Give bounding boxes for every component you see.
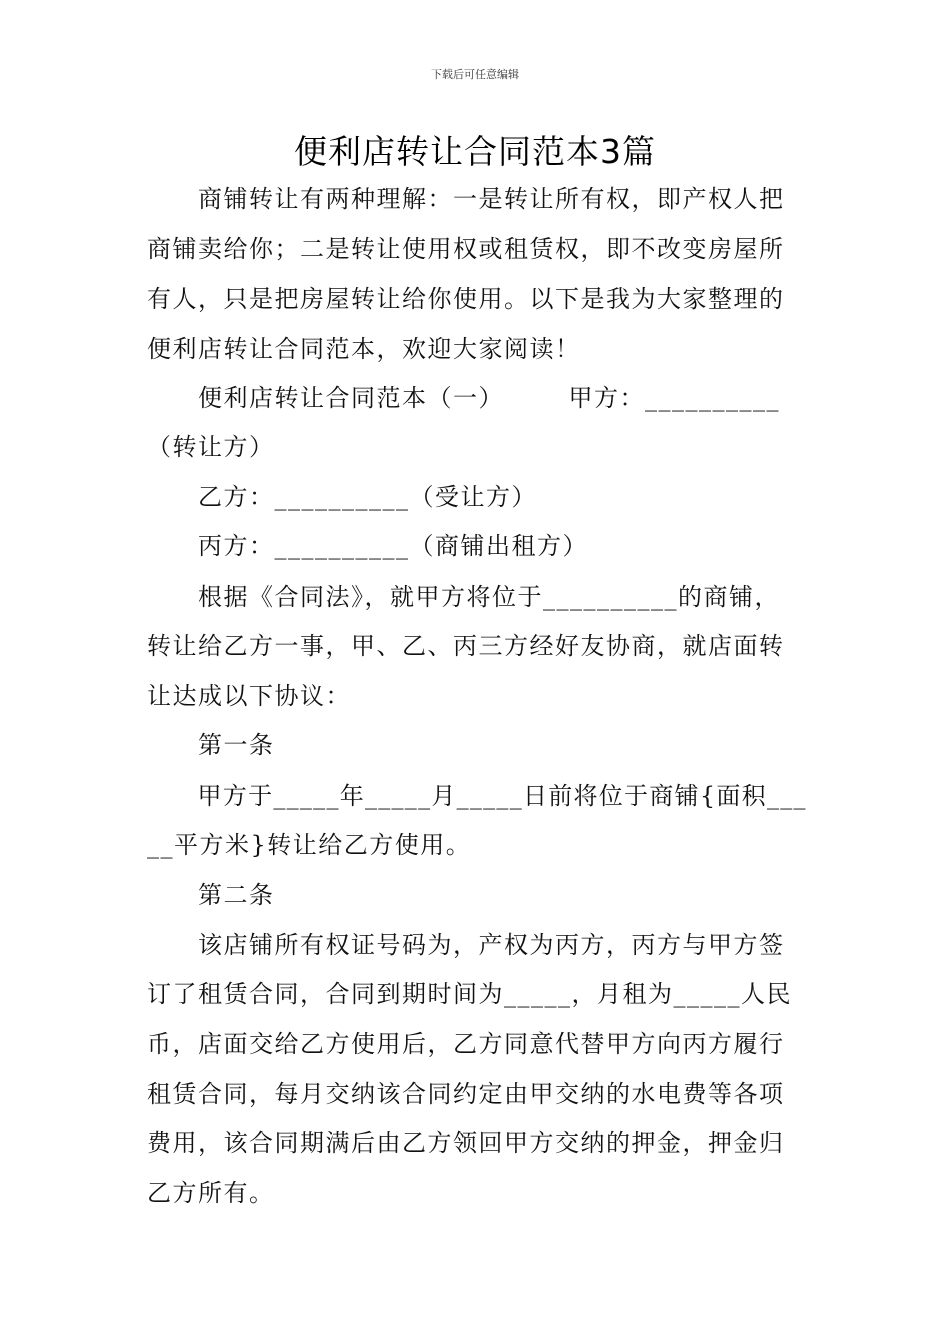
body-line: 费用，该合同期满后由乙方领回甲方交纳的押金，押金归 xyxy=(147,1129,785,1157)
section-heading: 第二条 xyxy=(147,881,275,909)
body-line: 租赁合同，每月交纳该合同约定由甲交纳的水电费等各项 xyxy=(147,1080,785,1108)
body-line: 商铺转让有两种理解：一是转让所有权，即产权人把 xyxy=(147,185,785,213)
body-line: 币，店面交给乙方使用后，乙方同意代替甲方向丙方履行 xyxy=(147,1030,785,1058)
body-line: 商铺卖给你；二是转让使用权或租赁权，即不改变房屋所 xyxy=(147,235,785,263)
section-heading: 第一条 xyxy=(147,731,275,759)
body-line: 乙方所有。 xyxy=(147,1179,275,1207)
body-line: 根据《合同法》，就甲方将位于__________的商铺， xyxy=(147,583,780,611)
body-line: 甲方于_____年_____月_____日前将位于商铺{面积___ xyxy=(147,782,807,810)
body-line: 乙方：__________（受让方） xyxy=(147,483,537,511)
body-line: 便利店转让合同范本，欢迎大家阅读！ xyxy=(147,335,581,363)
body-line: 订了租赁合同，合同到期时间为_____，月租为_____人民 xyxy=(147,980,792,1008)
body-line: __平方米}转让给乙方使用。 xyxy=(147,831,472,859)
body-line: 让达成以下协议： xyxy=(147,682,351,710)
body-line: 该店铺所有权证号码为，产权为丙方，丙方与甲方签 xyxy=(147,931,785,959)
body-line: 转让给乙方一事，甲、乙、丙三方经好友协商，就店面转 xyxy=(147,632,785,660)
body-line: 丙方：__________（商铺出租方） xyxy=(147,532,588,560)
document-title: 便利店转让合同范本3篇 xyxy=(294,132,656,171)
body-line: （转让方） xyxy=(147,433,275,461)
body-line: 便利店转让合同范本（一） 甲方：__________ xyxy=(147,384,780,412)
page-header-note: 下载后可任意编辑 xyxy=(431,68,519,81)
body-line: 有人，只是把房屋转让给你使用。以下是我为大家整理的 xyxy=(147,285,785,313)
